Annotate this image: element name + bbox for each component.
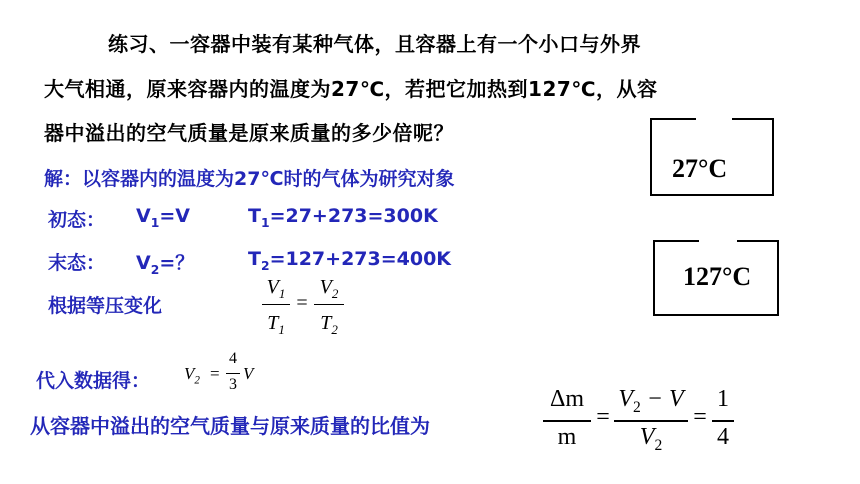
final-volume: $V_2=$？ [136, 252, 195, 277]
question-line-1: 练习、一容器中装有某种气体，且容器上有一个小口与外界 [108, 32, 641, 56]
isobaric-law-label: 根据等压变化 [48, 295, 163, 317]
law-v2: $V_2$ [319, 276, 339, 301]
question-line-2: 大气相通，原来容器内的温度为27℃，若把它加热到127℃，从容 [44, 77, 658, 101]
container-127c [653, 240, 779, 316]
law-t2: $T_2$ [320, 312, 338, 337]
initial-state-label: 初态： [48, 209, 106, 231]
solution-intro: 解：以容器内的温度为27℃时的气体为研究对象 [44, 168, 455, 190]
final-temperature: $T_2=127+273=400K$ [248, 248, 452, 273]
substitute-label: 代入数据得： [36, 370, 151, 392]
container-27c-label: 27°C [672, 154, 728, 183]
law-t1: $T_1$ [267, 312, 285, 337]
initial-temperature: $T_1=27+273=300K$ [248, 205, 438, 230]
ratio-label: 从容器中溢出的空气质量与原来质量的比值为 [30, 414, 430, 438]
container-27c [650, 118, 774, 196]
law-v1: $V_1$ [266, 276, 286, 301]
initial-volume: $V_1=V$ [136, 205, 190, 230]
question-line-3: 器中溢出的空气质量是原来质量的多少倍呢？ [44, 121, 454, 145]
container-127c-label: 127°C [683, 262, 752, 291]
final-state-label: 末态： [48, 252, 106, 274]
